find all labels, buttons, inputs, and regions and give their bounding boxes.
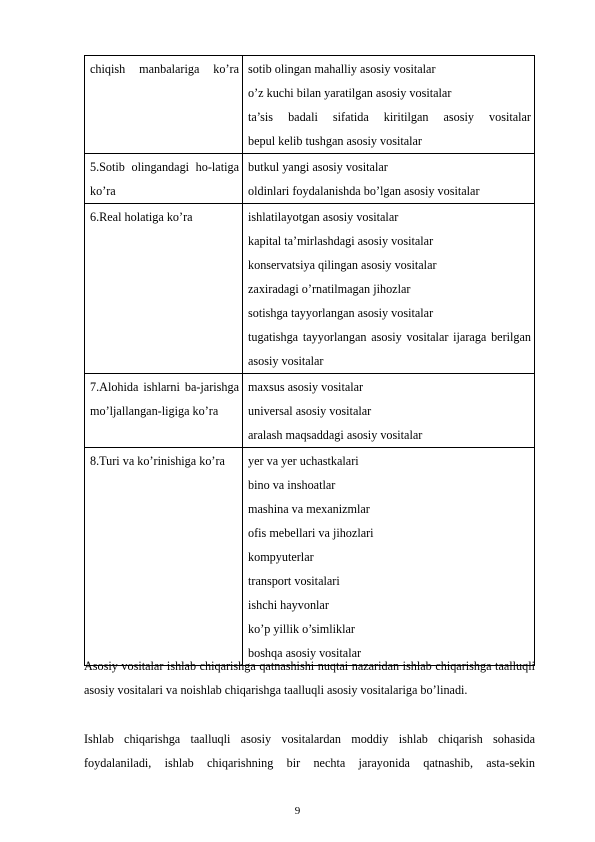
- list-item: ofis mebellari va jihozlari: [248, 526, 374, 540]
- page-number: 9: [294, 805, 301, 817]
- items-cell: [243, 154, 535, 204]
- items-cell: [243, 56, 535, 154]
- list-item: bepul kelib tushgan asosiy vositalar: [248, 134, 422, 148]
- table-row: [85, 56, 535, 154]
- body-paragraph: Asosiy vositalar ishlab chiqarishga qatnashishi nuqtai nazaridan ishlab chiqarishga taalluqli asosiy vositalari va noishlab chiqarishga taalluqli asosiy vositalariga bo’linadi.: [84, 659, 535, 697]
- list-item: sotib olingan mahalliy asosiy vositalar: [248, 62, 436, 76]
- list-item: maxsus asosiy vositalar: [248, 380, 364, 394]
- category-label: chiqish manbalariga ko’ra: [90, 62, 239, 76]
- category-cell: [85, 448, 243, 666]
- items-cell: [243, 204, 535, 374]
- list-item: transport vositalari: [248, 574, 340, 588]
- list-item: tugatishga tayyorlangan asosiy vositalar ijaraga berilgan asosiy vositalar: [248, 330, 531, 368]
- list-item: butkul yangi asosiy vositalar: [248, 160, 388, 174]
- list-item: yer va yer uchastkalari: [248, 454, 359, 468]
- list-item: universal asosiy vositalar: [248, 404, 372, 418]
- table-row: [85, 374, 535, 448]
- table-row: [85, 154, 535, 204]
- list-item: konservatsiya qilingan asosiy vositalar: [248, 258, 437, 272]
- table-row: [85, 448, 535, 666]
- list-item: ishchi hayvonlar: [248, 598, 329, 612]
- category-cell: [85, 56, 243, 154]
- list-item: kapital ta’mirlashdagi asosiy vositalar: [248, 234, 434, 248]
- table-row: [85, 204, 535, 374]
- category-cell: [85, 154, 243, 204]
- category-label: 8.Turi va ko’rinishiga ko’ra: [90, 454, 225, 468]
- list-item: mashina va mexanizmlar: [248, 502, 370, 516]
- list-item: bino va inshoatlar: [248, 478, 336, 492]
- list-item: boshqa asosiy vositalar: [248, 646, 362, 660]
- list-item: oldinlari foydalanishda bo’lgan asosiy vositalar: [248, 184, 480, 198]
- category-label: 5.Sotib olingandagi ho-latiga ko’ra: [90, 160, 239, 198]
- list-item: kompyuterlar: [248, 550, 314, 564]
- list-item: ta’sis badali sifatida kiritilgan asosiy vositalar: [248, 110, 531, 124]
- category-label: 6.Real holatiga ko’ra: [90, 210, 193, 224]
- body-paragraph: Ishlab chiqarishga taalluqli asosiy vositalardan moddiy ishlab chiqarish sohasida foydalaniladi, ishlab chiqarishning bir nechta jarayonida qatnashib, asta-sekin: [84, 732, 535, 770]
- list-item: sotishga tayyorlangan asosiy vositalar: [248, 306, 434, 320]
- items-cell: [243, 448, 535, 666]
- category-cell: [85, 374, 243, 448]
- list-item: ko’p yillik o’simliklar: [248, 622, 355, 636]
- list-item: aralash maqsaddagi asosiy vositalar: [248, 428, 423, 442]
- list-item: zaxiradagi o’rnatilmagan jihozlar: [248, 282, 411, 296]
- classification-table: [84, 55, 535, 666]
- category-cell: [85, 204, 243, 374]
- list-item: o’z kuchi bilan yaratilgan asosiy vositalar: [248, 86, 452, 100]
- list-item: ishlatilayotgan asosiy vositalar: [248, 210, 399, 224]
- items-cell: [243, 374, 535, 448]
- category-label: 7.Alohida ishlarni ba-jarishga mo’ljallangan-ligiga ko’ra: [90, 380, 239, 418]
